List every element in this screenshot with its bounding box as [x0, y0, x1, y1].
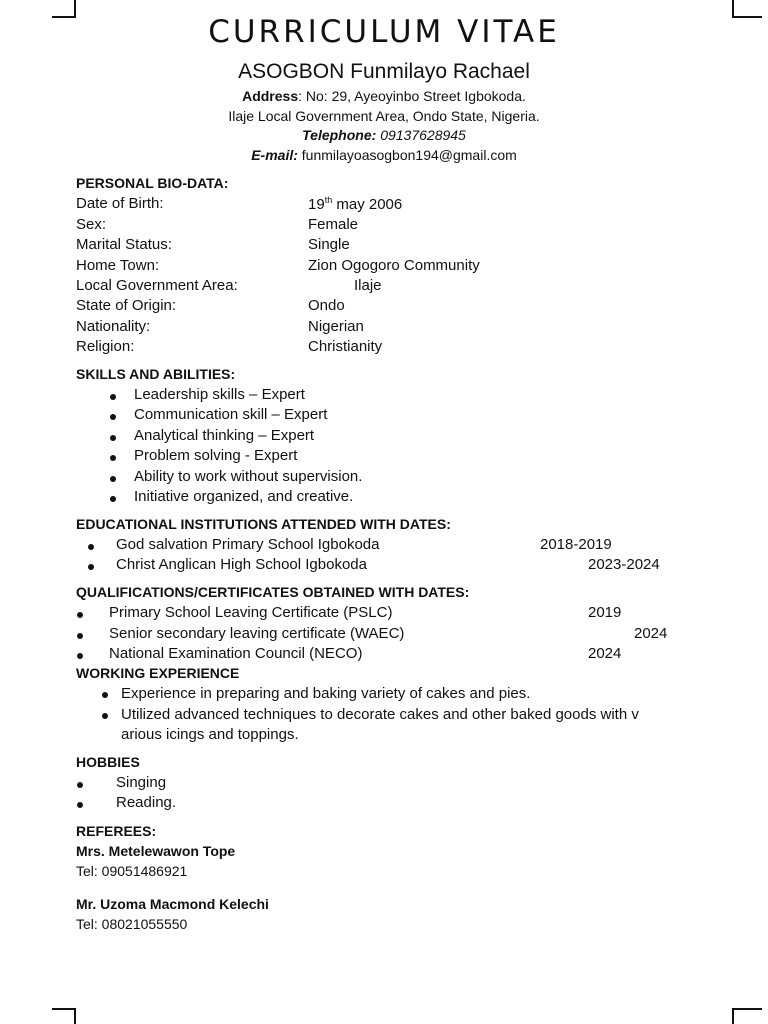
bullet-icon [110, 496, 116, 502]
document-title: CURRICULUM VITAE [208, 14, 560, 50]
referees-heading: REFEREES: [76, 823, 157, 839]
bio-value-dob: 19th may 2006 [308, 195, 403, 213]
referee-name: Mrs. Metelewawon Tope [76, 843, 236, 859]
skill-item: Analytical thinking – Expert [134, 427, 315, 444]
crop-mark-bottom-left-v [74, 1008, 76, 1024]
skill-item: Problem solving - Expert [134, 447, 298, 464]
bullet-icon [77, 802, 83, 808]
bullet-icon [88, 544, 94, 550]
education-item-dates: 2018-2019 [540, 536, 612, 553]
qualification-year: 2024 [588, 645, 622, 662]
experience-heading: WORKING EXPERIENCE [76, 665, 240, 681]
telephone-label: Telephone: [302, 127, 377, 143]
hobbies-heading: HOBBIES [76, 754, 140, 770]
email-label: E-mail: [251, 147, 298, 163]
qualification-year: 2019 [588, 604, 622, 621]
crop-mark-bottom-left-h [52, 1008, 76, 1010]
bullet-icon [77, 782, 83, 788]
bio-value: Nigerian [308, 318, 364, 335]
bullet-icon [102, 692, 108, 698]
bio-value: Single [308, 236, 350, 253]
skill-item: Communication skill – Expert [134, 406, 328, 423]
bio-value: Female [308, 216, 359, 233]
experience-item: Utilized advanced techniques to decorate cakes and other baked goods with v [121, 706, 639, 723]
bullet-icon [110, 394, 116, 400]
bullet-icon [77, 612, 83, 618]
qualification-year: 2024 [634, 625, 668, 642]
bullet-icon [77, 633, 83, 639]
crop-mark-bottom-right-h [732, 1008, 762, 1010]
bullet-icon [110, 435, 116, 441]
bio-label: Nationality: [76, 318, 151, 335]
bullet-icon [110, 476, 116, 482]
bio-label: Date of Birth: [76, 195, 164, 212]
bullet-icon [110, 414, 116, 420]
qualification-name: Senior secondary leaving certificate (WAEC) [109, 625, 405, 642]
hobby-item: Reading. [116, 794, 177, 811]
bullet-icon [110, 455, 116, 461]
address-value: : No: 29, Ayeoyinbo Street Igbokoda. [298, 88, 526, 104]
candidate-name: ASOGBON Funmilayo Rachael [238, 60, 530, 83]
address-label: Address [242, 88, 299, 104]
qualification-name: National Examination Council (NECO) [109, 645, 363, 662]
bio-label: Local Government Area: [76, 277, 238, 294]
qualification-name: Primary School Leaving Certificate (PSLC) [109, 604, 393, 621]
bio-value: Zion Ogogoro Community [308, 257, 480, 274]
address-line-2: Ilaje Local Government Area, Ondo State, Nigeria. [228, 108, 540, 124]
bio-label: State of Origin: [76, 297, 177, 314]
experience-item: Experience in preparing and baking variety of cakes and pies. [121, 685, 531, 702]
skill-item: Initiative organized, and creative. [134, 488, 354, 505]
email-line [0, 147, 768, 163]
address-line-1 [0, 88, 768, 104]
email-value: funmilayoasogbon194@gmail.com [301, 147, 517, 163]
bio-label: Home Town: [76, 257, 160, 274]
bio-value: Ondo [308, 297, 345, 314]
bio-value: Ilaje [354, 277, 382, 294]
education-item-name: God salvation Primary School Igbokoda [116, 536, 380, 553]
bio-heading: PERSONAL BIO-DATA: [76, 175, 229, 191]
referee-tel: Tel: 09051486921 [76, 863, 188, 879]
bullet-icon [77, 653, 83, 659]
bio-label: Marital Status: [76, 236, 172, 253]
experience-item-continuation: arious icings and toppings. [121, 726, 299, 743]
education-heading: EDUCATIONAL INSTITUTIONS ATTENDED WITH DATES: [76, 516, 451, 532]
hobby-item: Singing [116, 774, 167, 791]
education-item-dates: 2023-2024 [588, 556, 660, 573]
bullet-icon [88, 564, 94, 570]
referee-name: Mr. Uzoma Macmond Kelechi [76, 896, 269, 912]
education-item-name: Christ Anglican High School Igbokoda [116, 556, 367, 573]
crop-mark-bottom-right-v [732, 1008, 734, 1024]
skill-item: Ability to work without supervision. [134, 468, 363, 485]
skills-heading: SKILLS AND ABILITIES: [76, 366, 236, 382]
referee-tel: Tel: 08021055550 [76, 916, 188, 932]
bio-label: Religion: [76, 338, 135, 355]
telephone-line [0, 127, 768, 143]
bio-label: Sex: [76, 216, 107, 233]
qualifications-heading: QUALIFICATIONS/CERTIFICATES OBTAINED WITH DATES: [76, 584, 470, 600]
bullet-icon [102, 713, 108, 719]
telephone-value: 09137628945 [380, 127, 466, 143]
skill-item: Leadership skills – Expert [134, 386, 305, 403]
bio-value: Christianity [308, 338, 383, 355]
